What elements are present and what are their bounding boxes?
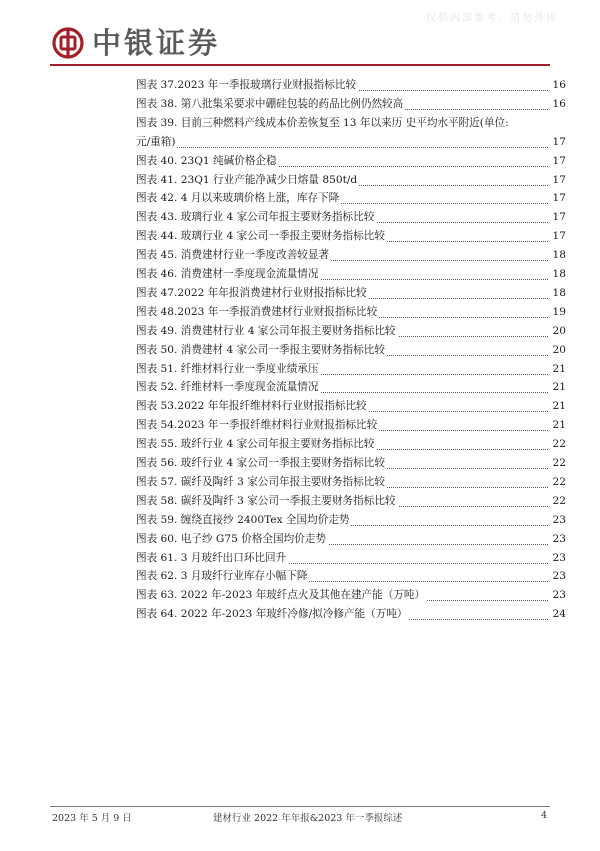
toc-entry-label: 图表 55. 玻纤行业 4 家公司年报主要财务指标比较 bbox=[136, 435, 376, 454]
toc-entry[interactable] bbox=[136, 76, 566, 95]
toc-page-number: 23 bbox=[551, 549, 566, 568]
toc-page-number: 18 bbox=[551, 246, 566, 265]
toc-page-number: 22 bbox=[551, 473, 566, 492]
toc-page-number: 18 bbox=[551, 265, 566, 284]
toc-entry-label: 图表 51. 纤维材料行业一季度业绩承压 bbox=[136, 360, 321, 379]
toc-entry-label: 图表 45. 消费建材行业一季度改善较显著 bbox=[136, 246, 331, 265]
bank-of-china-logo-icon bbox=[52, 27, 84, 59]
toc-entry-label: 元/重箱) bbox=[136, 133, 177, 152]
page-header bbox=[0, 0, 600, 70]
brand-name: 中银证券 bbox=[92, 26, 221, 60]
toc-page-number: 17 bbox=[551, 152, 566, 171]
toc-entry[interactable] bbox=[136, 435, 566, 454]
watermark-text: 仅供内部参考，请勿外传 bbox=[426, 13, 558, 24]
toc-entry[interactable] bbox=[136, 586, 566, 605]
toc-entry-label: 图表 60. 电子纱 G75 价格全国均价走势 bbox=[136, 530, 328, 549]
toc-page-number: 18 bbox=[551, 284, 566, 303]
toc-entry[interactable] bbox=[136, 397, 566, 416]
toc-page-number: 17 bbox=[551, 171, 566, 190]
toc-entry[interactable] bbox=[136, 171, 566, 190]
toc-entry[interactable] bbox=[136, 530, 566, 549]
toc-entry[interactable] bbox=[136, 454, 566, 473]
toc-page-number: 23 bbox=[551, 586, 566, 605]
toc-page-number: 20 bbox=[551, 322, 566, 341]
toc-entry[interactable] bbox=[136, 549, 566, 568]
toc-page-number: 20 bbox=[551, 341, 566, 360]
toc-page-number: 16 bbox=[551, 76, 566, 95]
toc-entry[interactable] bbox=[136, 246, 566, 265]
toc-page-number: 19 bbox=[551, 303, 566, 322]
toc-page-number: 22 bbox=[551, 454, 566, 473]
footer-date: 2023 年 5 月 9 日 bbox=[52, 813, 132, 824]
toc-entry[interactable] bbox=[136, 284, 566, 303]
toc-page-number: 17 bbox=[551, 189, 566, 208]
toc-entry-label: 图表 42. 4 月以来玻璃价格上涨，库存下降 bbox=[136, 189, 341, 208]
toc-entry[interactable] bbox=[136, 378, 566, 397]
toc-page-number: 22 bbox=[551, 435, 566, 454]
toc-page-number: 21 bbox=[551, 416, 566, 435]
toc-entry[interactable] bbox=[136, 95, 566, 114]
toc-entry-label: 图表 49. 消费建材行业 4 家公司年报主要财务指标比较 bbox=[136, 322, 398, 341]
toc-page-number: 17 bbox=[551, 133, 566, 152]
toc-page-number: 21 bbox=[551, 360, 566, 379]
toc-page-number: 21 bbox=[551, 397, 566, 416]
toc-page-number: 16 bbox=[551, 95, 566, 114]
toc-entry[interactable] bbox=[136, 114, 566, 133]
toc-entry[interactable] bbox=[136, 567, 566, 586]
toc-entry-label: 图表 40. 23Q1 纯碱价格企稳 bbox=[136, 152, 279, 171]
toc-entry[interactable] bbox=[136, 303, 566, 322]
toc-page-number: 23 bbox=[551, 511, 566, 530]
toc-entry-label: 图表 47.2022 年年报消费建材行业财报指标比较 bbox=[136, 284, 369, 303]
toc-page-number: 22 bbox=[551, 492, 566, 511]
header-divider bbox=[50, 64, 550, 66]
toc-entry-label: 图表 56. 玻纤行业 4 家公司一季报主要财务指标比较 bbox=[136, 454, 387, 473]
toc-entry[interactable] bbox=[136, 341, 566, 360]
toc-entry-label: 图表 43. 玻璃行业 4 家公司年报主要财务指标比较 bbox=[136, 208, 376, 227]
toc-entry-label: 图表 41. 23Q1 行业产能净减少日熔量 850t/d bbox=[136, 171, 359, 190]
toc-entry[interactable] bbox=[136, 227, 566, 246]
toc-page-number: 17 bbox=[551, 208, 566, 227]
toc-page-number: 23 bbox=[551, 530, 566, 549]
toc-entry[interactable] bbox=[136, 208, 566, 227]
toc-entry-label: 图表 57. 碳纤及陶纤 3 家公司年报主要财务指标比较 bbox=[136, 473, 387, 492]
toc-entry-label: 图表 54.2023 年一季报纤维材料行业财报指标比较 bbox=[136, 416, 379, 435]
footer-divider bbox=[50, 806, 550, 807]
toc-page-number: 21 bbox=[551, 378, 566, 397]
toc-entry[interactable] bbox=[136, 511, 566, 530]
toc-page-number: 24 bbox=[551, 605, 566, 624]
toc-entry-label: 图表 46. 消费建材一季度现金流量情况 bbox=[136, 265, 321, 284]
toc-entry[interactable] bbox=[136, 492, 566, 511]
toc-entry[interactable] bbox=[136, 265, 566, 284]
toc-entry[interactable] bbox=[136, 473, 566, 492]
toc-entry-label: 图表 48.2023 年一季报消费建材行业财报指标比较 bbox=[136, 303, 379, 322]
toc-entry-label: 图表 62. 3 月玻纤行业库存小幅下降 bbox=[136, 567, 309, 586]
toc-entry-label: 图表 64. 2022 年-2023 年玻纤冷修/拟冷修产能（万吨） bbox=[136, 605, 409, 624]
toc-entry-label: 图表 52. 纤维材料一季度现金流量情况 bbox=[136, 378, 321, 397]
footer-report-title: 建材行业 2022 年年报&2023 年一季报综述 bbox=[213, 813, 403, 824]
toc-entry-label: 图表 61. 3 月玻纤出口环比回升 bbox=[136, 549, 288, 568]
toc-entry[interactable] bbox=[136, 360, 566, 379]
toc-entry[interactable] bbox=[136, 322, 566, 341]
toc-entry[interactable] bbox=[136, 189, 566, 208]
toc-entry-label: 图表 38. 第八批集采要求中硼硅包装的药品比例仍然较高 bbox=[136, 95, 405, 114]
toc-page-number: 23 bbox=[551, 567, 566, 586]
toc-entry[interactable] bbox=[136, 605, 566, 624]
footer-page-number: 4 bbox=[541, 810, 548, 821]
toc-entry-label: 图表 59. 缠绕直接纱 2400Tex 全国均价走势 bbox=[136, 511, 351, 530]
toc-entry-label: 图表 58. 碳纤及陶纤 3 家公司一季报主要财务指标比较 bbox=[136, 492, 398, 511]
toc-entry-label: 图表 39. 目前三种燃料产线成本价差恢复至 13 年以来历 史平均水平附近(单位: bbox=[136, 114, 566, 133]
toc-entry-continuation[interactable] bbox=[136, 133, 566, 152]
toc-entry-label: 图表 63. 2022 年-2023 年玻纤点火及其他在建产能（万吨） bbox=[136, 586, 427, 605]
toc-entry[interactable] bbox=[136, 152, 566, 171]
toc-dot-leader bbox=[136, 147, 548, 148]
toc-page-number: 17 bbox=[551, 227, 566, 246]
toc-entry-label: 图表 53.2022 年年报纤维材料行业财报指标比较 bbox=[136, 397, 369, 416]
toc-entry-label: 图表 44. 玻璃行业 4 家公司一季报主要财务指标比较 bbox=[136, 227, 387, 246]
toc-entry-label: 图表 37.2023 年一季报玻璃行业财报指标比较 bbox=[136, 76, 358, 95]
toc-entry-label: 图表 50. 消费建材 4 家公司一季报主要财务指标比较 bbox=[136, 341, 387, 360]
toc-entry[interactable] bbox=[136, 416, 566, 435]
